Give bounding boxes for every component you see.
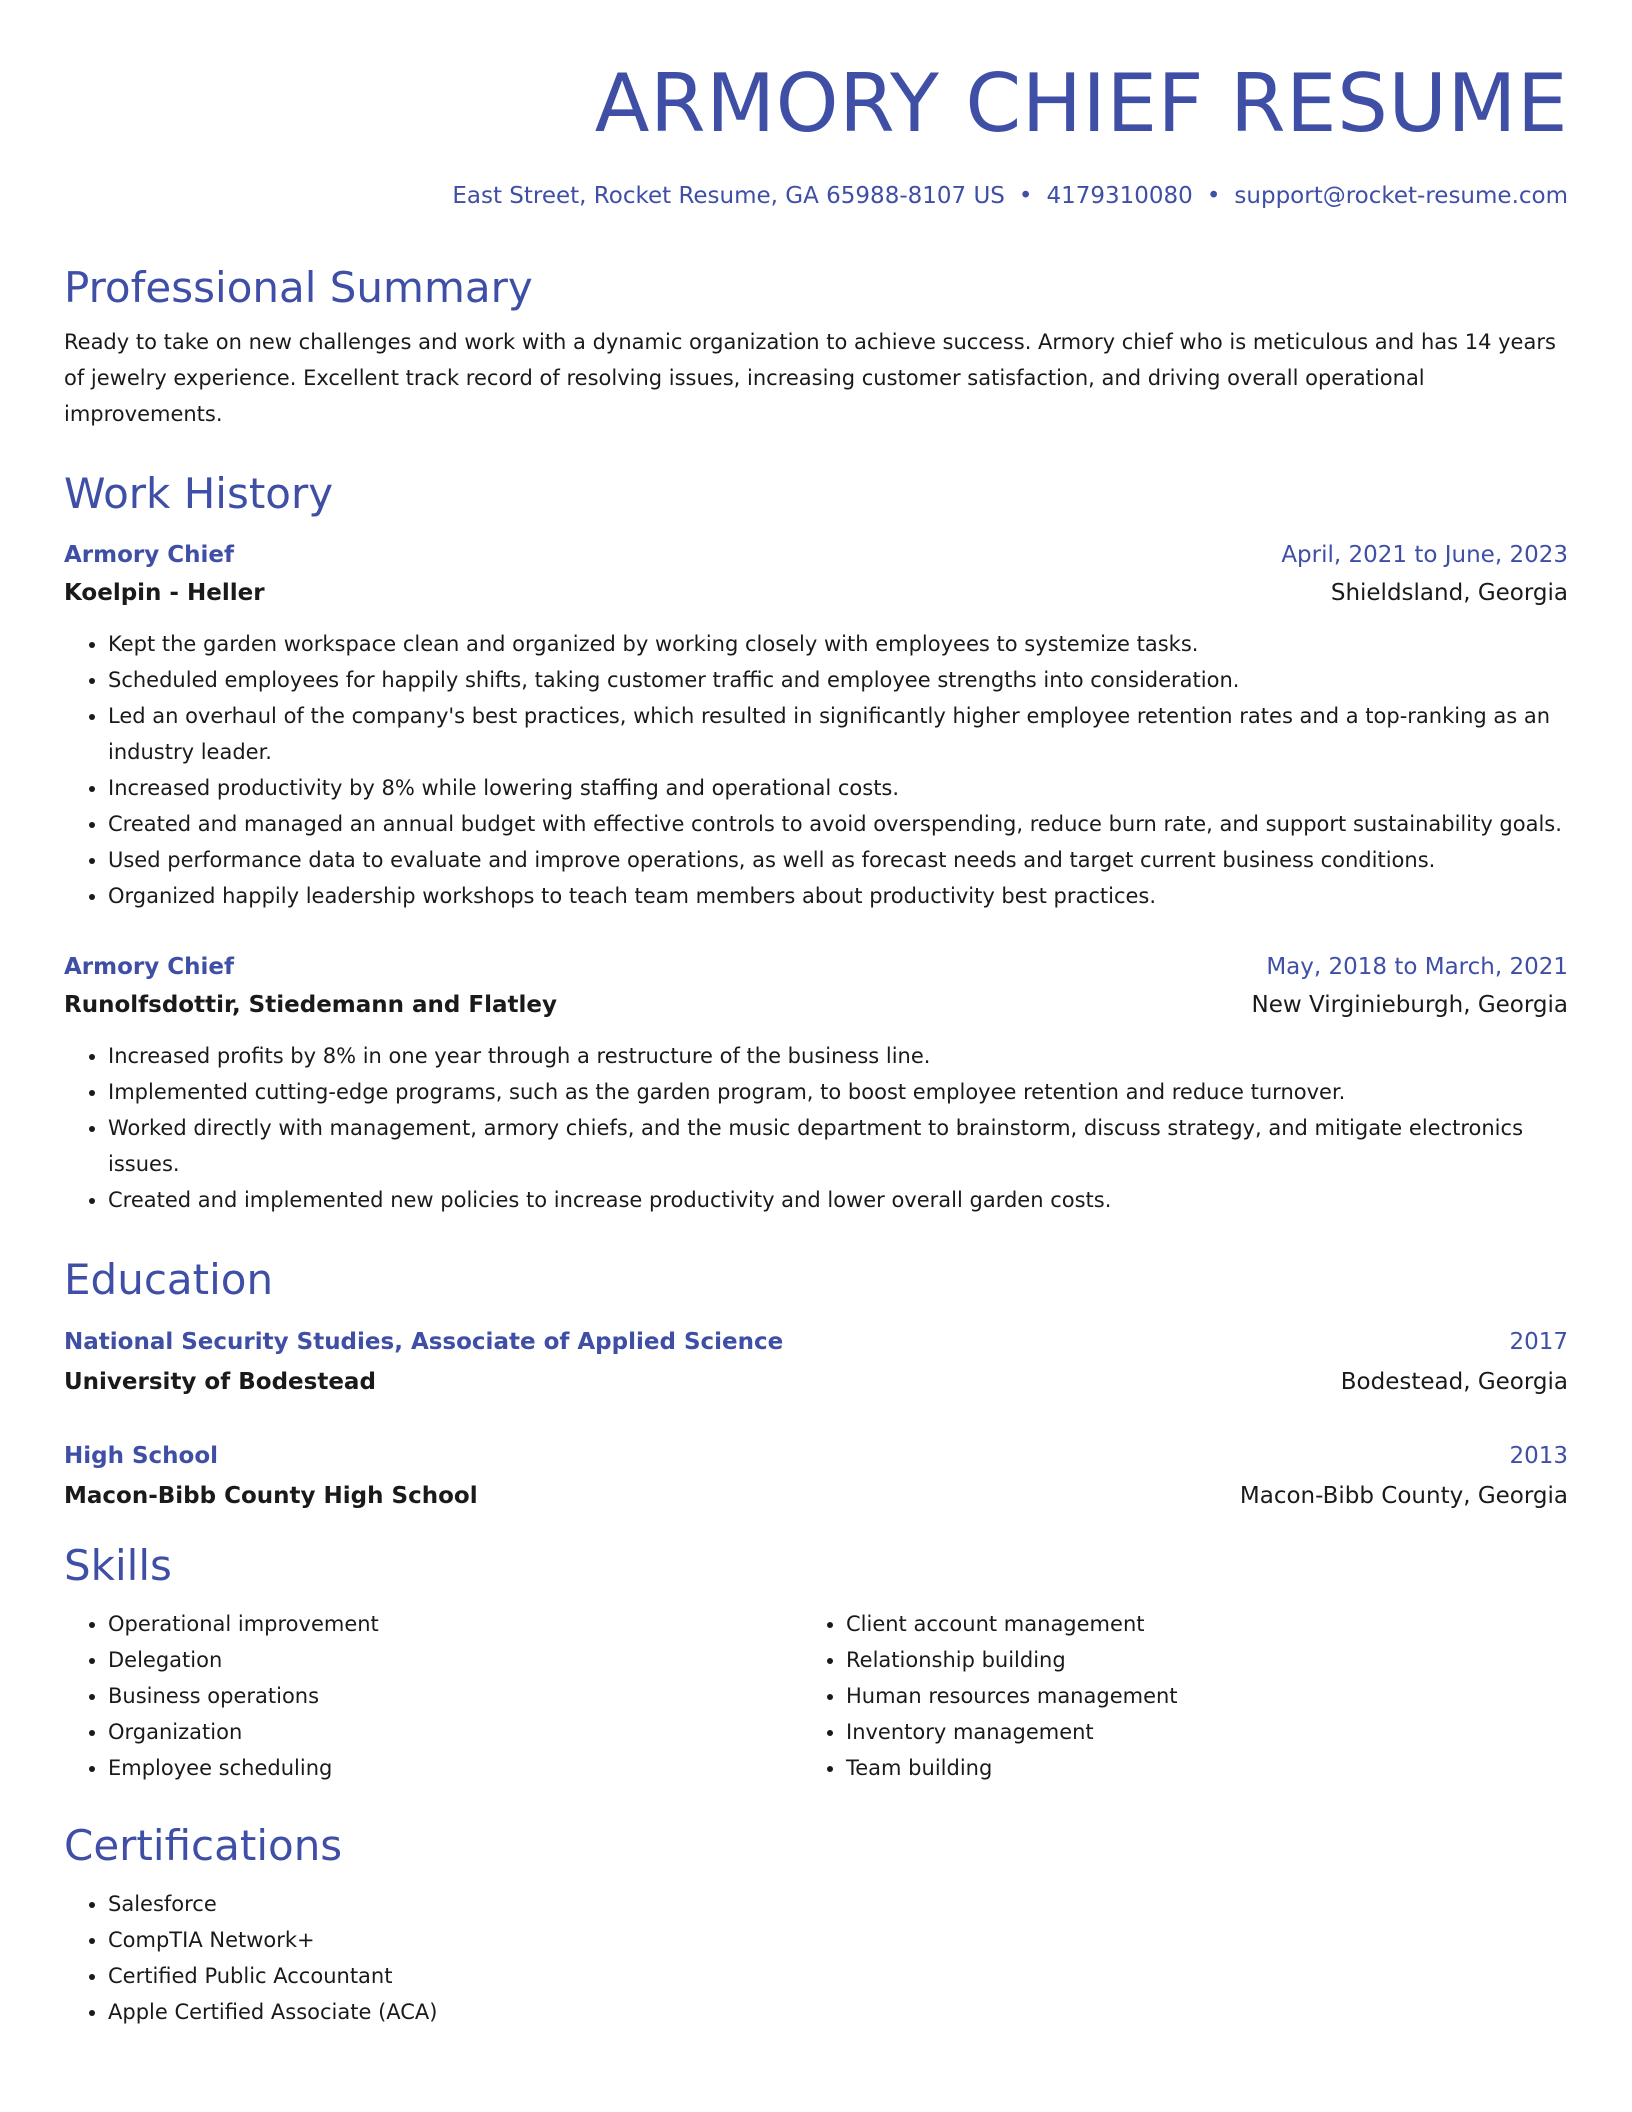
job-location: New Virginieburgh, Georgia: [1251, 992, 1568, 1018]
list-item: • Salesforce: [108, 1886, 1568, 1922]
list-item: • Increased productivity by 8% while lowering staffing and operational costs.: [108, 770, 1568, 806]
list-item: • Created and implemented new policies to increase productivity and lower overall garden costs.: [108, 1182, 1568, 1218]
section-heading: Work History: [64, 469, 334, 518]
job-location: Shieldsland, Georgia: [1330, 580, 1568, 606]
list-item: • Led an overhaul of the company's best practices, which resulted in significantly higher employee retention rates and a top-ranking as an industry leader.: [108, 698, 1568, 770]
school-location: Macon-Bibb County, Georgia: [1239, 1483, 1568, 1509]
section-heading: Education: [64, 1255, 274, 1304]
list-item: • Used performance data to evaluate and improve operations, as well as forecast needs and target current business conditions.: [108, 842, 1568, 878]
list-item: • Organized happily leadership workshops to teach team members about productivity best practices.: [108, 878, 1568, 914]
list-item: • Apple Certified Associate (ACA): [108, 1994, 1568, 2030]
contact-email: support@rocket-resume.com: [1234, 183, 1568, 209]
list-item: • Implemented cutting-edge programs, such as the garden program, to boost employee retention and reduce turnover.: [108, 1074, 1568, 1110]
degree: High School: [64, 1443, 219, 1469]
contact-separator: •: [1018, 183, 1033, 209]
job-bullets: [64, 1038, 1568, 1218]
contact-phone: 4179310080: [1046, 183, 1193, 209]
list-item: • Scheduled employees for happily shifts, taking customer traffic and employee strengths into consideration.: [108, 662, 1568, 698]
list-item: • Human resources management: [846, 1678, 1540, 1714]
school-name: Macon-Bibb County High School: [64, 1483, 478, 1509]
education-section: [64, 1254, 1568, 1516]
list-item: • CompTIA Network+: [108, 1922, 1568, 1958]
list-item: • Employee scheduling: [108, 1750, 802, 1786]
education-entry: [64, 1322, 1568, 1402]
certifications-section: [64, 1820, 1568, 2030]
job-entry: [64, 948, 1568, 1218]
list-item: • Created and managed an annual budget with effective controls to avoid overspending, reduce burn rate, and support sustainability goals.: [108, 806, 1568, 842]
list-item: • Business operations: [108, 1678, 802, 1714]
list-item: • Worked directly with management, armory chiefs, and the music department to brainstorm, discuss strategy, and mitigate electronics issues.: [108, 1110, 1568, 1182]
job-dates: May, 2018 to March, 2021: [1266, 954, 1568, 980]
list-item: • Client account management: [846, 1606, 1540, 1642]
job-title: Armory Chief: [64, 954, 234, 980]
degree: National Security Studies, Associate of Applied Science: [64, 1329, 784, 1355]
job-title: Armory Chief: [64, 542, 234, 568]
list-item: • Operational improvement: [108, 1606, 802, 1642]
contact-address: East Street, Rocket Resume, GA 65988-8107 US: [452, 183, 1005, 209]
summary-text: Ready to take on new challenges and work with a dynamic organization to achieve success. Armory chief who is meticulous and has 14 years of jewelry experience. Excellent track record of resolving issues, increasing customer satisfaction, and driving overall operational improvements.: [64, 330, 1556, 426]
list-item: • Delegation: [108, 1642, 802, 1678]
list-item: • Organization: [108, 1714, 802, 1750]
skills-section: [64, 1540, 1568, 1786]
education-entry: [64, 1436, 1568, 1516]
list-item: • Team building: [846, 1750, 1540, 1786]
certifications-list: [64, 1886, 1568, 2030]
school-location: Bodestead, Georgia: [1340, 1369, 1568, 1395]
school-name: University of Bodestead: [64, 1369, 376, 1395]
contact-line: [452, 180, 1568, 212]
professional-summary-section: [64, 262, 1568, 432]
graduation-year: 2013: [1509, 1443, 1568, 1469]
list-item: • Kept the garden workspace clean and organized by working closely with employees to systemize tasks.: [108, 626, 1568, 662]
job-bullets: [64, 626, 1568, 914]
job-dates: April, 2021 to June, 2023: [1281, 542, 1568, 568]
section-heading: Skills: [64, 1541, 172, 1590]
work-history-section: [64, 468, 1568, 1218]
contact-separator: •: [1206, 183, 1221, 209]
section-heading: Professional Summary: [64, 263, 533, 312]
list-item: • Inventory management: [846, 1714, 1540, 1750]
section-heading: Certifications: [64, 1821, 343, 1870]
job-company: Koelpin - Heller: [64, 580, 265, 606]
graduation-year: 2017: [1509, 1329, 1568, 1355]
resume-title: ARMORY CHIEF RESUME: [594, 57, 1568, 150]
list-item: • Increased profits by 8% in one year through a restructure of the business line.: [108, 1038, 1568, 1074]
skills-list-right: [802, 1606, 1540, 1786]
job-company: Runolfsdottir, Stiedemann and Flatley: [64, 992, 557, 1018]
job-entry: [64, 536, 1568, 914]
list-item: • Certified Public Accountant: [108, 1958, 1568, 1994]
list-item: • Relationship building: [846, 1642, 1540, 1678]
skills-list-left: [64, 1606, 802, 1786]
